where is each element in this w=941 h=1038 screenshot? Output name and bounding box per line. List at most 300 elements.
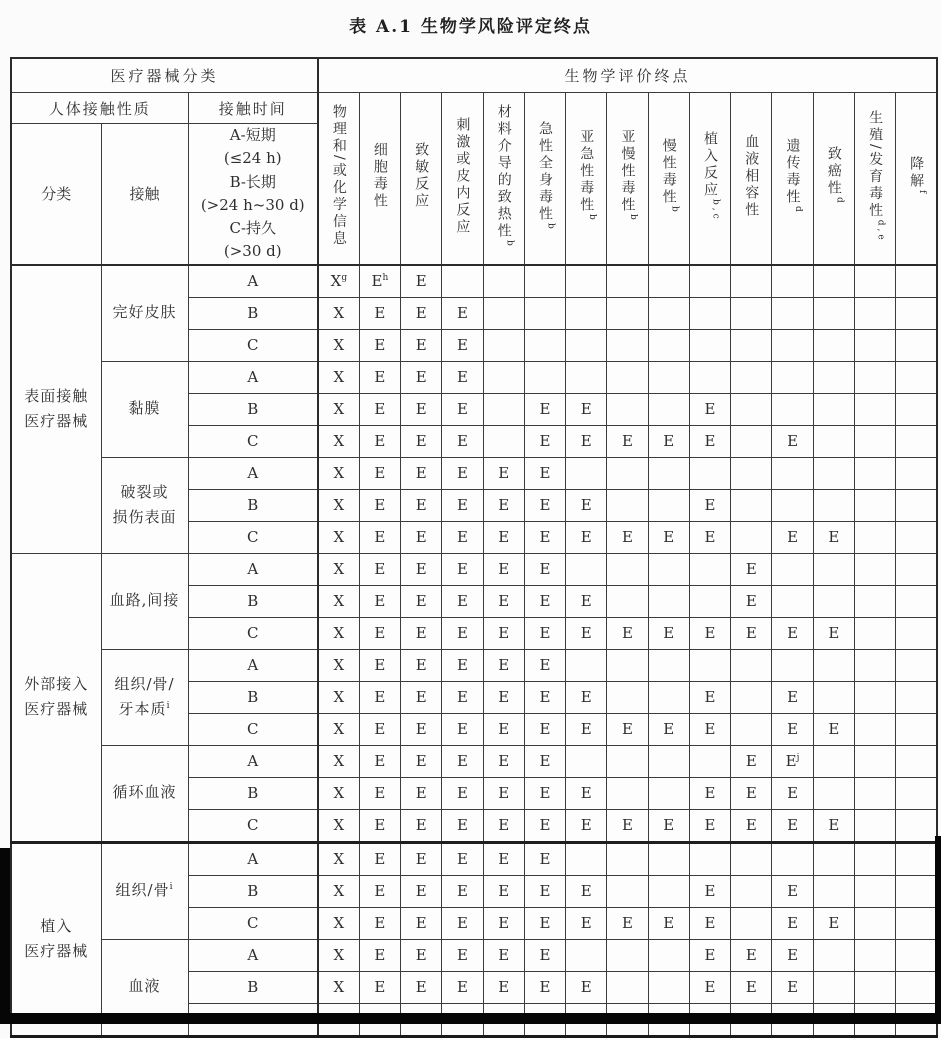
matrix-cell: E — [401, 393, 442, 425]
matrix-cell — [607, 875, 648, 907]
matrix-cell: E — [359, 297, 400, 329]
matrix-cell — [854, 971, 895, 1003]
matrix-cell: E — [483, 457, 524, 489]
matrix-cell: E — [401, 265, 442, 298]
matrix-cell — [483, 361, 524, 393]
contact-duration-cell: C — [188, 809, 318, 842]
matrix-cell: E — [401, 745, 442, 777]
matrix-cell: E — [442, 745, 483, 777]
matrix-cell: E — [772, 617, 813, 649]
contact-header: 接触 — [101, 124, 188, 265]
matrix-cell: E — [689, 681, 730, 713]
table-row — [11, 649, 937, 681]
matrix-cell: E — [359, 971, 400, 1003]
matrix-cell: E — [483, 842, 524, 875]
matrix-cell: E — [524, 681, 565, 713]
matrix-cell — [524, 297, 565, 329]
matrix-cell — [607, 329, 648, 361]
matrix-cell: E — [401, 553, 442, 585]
matrix-cell: E — [731, 939, 772, 971]
scan-artifact-right-bar — [935, 836, 941, 1013]
matrix-cell — [854, 329, 895, 361]
matrix-cell — [854, 713, 895, 745]
matrix-cell: X — [318, 907, 359, 939]
matrix-cell: E — [566, 425, 607, 457]
matrix-cell: E — [566, 777, 607, 809]
matrix-cell — [607, 457, 648, 489]
matrix-cell: E — [401, 361, 442, 393]
contact-duration-cell: A — [188, 842, 318, 875]
matrix-cell — [607, 777, 648, 809]
contact-nature-header: 人体接触性质 — [11, 93, 188, 124]
matrix-cell: E — [483, 777, 524, 809]
matrix-cell: E — [401, 907, 442, 939]
matrix-cell — [896, 713, 937, 745]
matrix-cell — [772, 489, 813, 521]
contact-type-label: 血液 — [101, 939, 188, 1036]
endpoint-column-header: 物理和/或化学信息 — [318, 93, 359, 265]
matrix-cell: E — [689, 971, 730, 1003]
matrix-cell — [648, 329, 689, 361]
matrix-cell: E — [731, 809, 772, 842]
matrix-cell: E — [772, 425, 813, 457]
contact-type-label: 血路,间接 — [101, 553, 188, 649]
matrix-cell: X — [318, 361, 359, 393]
matrix-cell: E — [442, 777, 483, 809]
matrix-cell — [854, 809, 895, 842]
matrix-cell: X — [318, 393, 359, 425]
risk-table-body — [11, 58, 937, 1036]
matrix-cell — [772, 457, 813, 489]
matrix-cell: X — [318, 939, 359, 971]
matrix-cell — [731, 361, 772, 393]
matrix-cell — [731, 393, 772, 425]
scan-artifact-bottom-bar — [0, 1013, 941, 1024]
matrix-cell — [813, 745, 854, 777]
matrix-cell — [731, 875, 772, 907]
matrix-cell — [854, 649, 895, 681]
matrix-cell: X — [318, 875, 359, 907]
matrix-cell: E — [359, 649, 400, 681]
matrix-cell: E — [442, 681, 483, 713]
endpoint-column-header: 刺激或皮内反应 — [442, 93, 483, 265]
matrix-cell: E — [483, 681, 524, 713]
matrix-cell — [854, 393, 895, 425]
matrix-cell — [854, 907, 895, 939]
matrix-cell: E — [401, 297, 442, 329]
matrix-cell — [648, 297, 689, 329]
matrix-cell: E — [442, 809, 483, 842]
matrix-cell: E — [401, 489, 442, 521]
matrix-cell: E — [442, 553, 483, 585]
device-category-header: 医疗器械分类 — [11, 58, 318, 93]
matrix-cell — [607, 489, 648, 521]
matrix-cell: E — [648, 907, 689, 939]
matrix-cell — [854, 617, 895, 649]
matrix-cell: E — [524, 649, 565, 681]
matrix-cell: X — [318, 489, 359, 521]
matrix-cell: E — [401, 681, 442, 713]
scan-artifact-left-bar — [0, 848, 10, 1024]
matrix-cell: E — [442, 329, 483, 361]
matrix-cell: E — [442, 585, 483, 617]
table-row — [11, 939, 937, 971]
contact-duration-cell: B — [188, 489, 318, 521]
matrix-cell — [648, 393, 689, 425]
table-row — [11, 745, 937, 777]
matrix-cell: E — [401, 713, 442, 745]
matrix-cell — [566, 745, 607, 777]
matrix-cell — [896, 907, 937, 939]
contact-duration-cell: C — [188, 329, 318, 361]
matrix-cell: E — [359, 425, 400, 457]
matrix-cell: E — [731, 971, 772, 1003]
matrix-cell: E — [483, 585, 524, 617]
matrix-cell — [813, 553, 854, 585]
matrix-cell — [813, 681, 854, 713]
matrix-cell — [731, 489, 772, 521]
matrix-cell — [648, 489, 689, 521]
matrix-cell — [813, 971, 854, 1003]
endpoint-column-header: 血液相容性 — [731, 93, 772, 265]
matrix-cell: E — [359, 393, 400, 425]
matrix-cell: E — [359, 745, 400, 777]
matrix-cell: E — [483, 617, 524, 649]
matrix-cell — [566, 842, 607, 875]
matrix-cell: X — [318, 553, 359, 585]
matrix-cell: X — [318, 842, 359, 875]
matrix-cell — [566, 553, 607, 585]
matrix-cell: E — [359, 681, 400, 713]
matrix-cell: E — [566, 521, 607, 553]
matrix-cell: E — [401, 649, 442, 681]
matrix-cell: E — [813, 907, 854, 939]
matrix-cell: E — [442, 393, 483, 425]
matrix-cell: X — [318, 585, 359, 617]
matrix-cell — [648, 745, 689, 777]
endpoint-column-header: 急性全身毒性$^b$ — [524, 93, 565, 265]
matrix-cell: E — [401, 457, 442, 489]
matrix-cell: E — [689, 617, 730, 649]
matrix-cell — [566, 297, 607, 329]
matrix-cell: X — [318, 681, 359, 713]
matrix-cell: E — [359, 553, 400, 585]
matrix-cell: X — [318, 457, 359, 489]
matrix-cell: $E^h$ — [359, 265, 400, 298]
endpoint-column-header: 生殖/发育毒性$^{d,e}$ — [854, 93, 895, 265]
matrix-cell — [566, 265, 607, 298]
matrix-cell: E — [359, 361, 400, 393]
matrix-cell: E — [772, 907, 813, 939]
contact-duration-cell: A — [188, 939, 318, 971]
matrix-cell — [648, 875, 689, 907]
matrix-cell: E — [524, 393, 565, 425]
endpoint-column-header: 致敏反应 — [401, 93, 442, 265]
matrix-cell — [689, 649, 730, 681]
matrix-cell — [731, 457, 772, 489]
matrix-cell — [483, 265, 524, 298]
matrix-cell: E — [648, 713, 689, 745]
matrix-cell — [731, 425, 772, 457]
matrix-cell — [689, 265, 730, 298]
matrix-cell — [483, 297, 524, 329]
matrix-cell — [607, 842, 648, 875]
matrix-cell: E — [483, 809, 524, 842]
contact-type-label: 完好皮肤 — [101, 265, 188, 362]
contact-type-label: 黏膜 — [101, 361, 188, 457]
matrix-cell — [896, 585, 937, 617]
matrix-cell — [813, 393, 854, 425]
matrix-cell — [813, 842, 854, 875]
matrix-cell: E — [524, 713, 565, 745]
contact-duration-cell: A — [188, 265, 318, 298]
matrix-cell: X — [318, 809, 359, 842]
matrix-cell: E — [442, 457, 483, 489]
matrix-cell: E — [524, 842, 565, 875]
matrix-cell: E — [689, 875, 730, 907]
matrix-cell: E — [607, 521, 648, 553]
matrix-cell: E — [483, 649, 524, 681]
matrix-cell — [524, 329, 565, 361]
endpoint-column-header: 遗传毒性$^d$ — [772, 93, 813, 265]
matrix-cell — [813, 265, 854, 298]
contact-type-label: 组织/骨/ 牙本质$^i$ — [101, 649, 188, 745]
matrix-cell: E — [689, 809, 730, 842]
matrix-cell: E — [483, 745, 524, 777]
matrix-cell — [648, 939, 689, 971]
matrix-cell: X — [318, 713, 359, 745]
matrix-cell: $E^j$ — [772, 745, 813, 777]
matrix-cell: E — [359, 907, 400, 939]
matrix-cell: E — [731, 777, 772, 809]
matrix-cell — [689, 457, 730, 489]
matrix-cell — [731, 713, 772, 745]
matrix-cell — [813, 425, 854, 457]
matrix-cell: E — [442, 425, 483, 457]
contact-type-label: 循环血液 — [101, 745, 188, 842]
matrix-cell: E — [731, 553, 772, 585]
matrix-cell — [854, 425, 895, 457]
matrix-cell: E — [524, 971, 565, 1003]
matrix-cell — [813, 361, 854, 393]
matrix-cell — [772, 649, 813, 681]
matrix-cell: E — [442, 907, 483, 939]
matrix-cell: E — [401, 329, 442, 361]
matrix-cell — [648, 842, 689, 875]
matrix-cell: E — [359, 809, 400, 842]
endpoint-column-header: 慢性毒性$^b$ — [648, 93, 689, 265]
matrix-cell — [607, 681, 648, 713]
matrix-cell — [483, 425, 524, 457]
matrix-cell: E — [689, 425, 730, 457]
matrix-cell — [896, 553, 937, 585]
matrix-cell — [854, 489, 895, 521]
matrix-cell: E — [359, 489, 400, 521]
matrix-cell — [648, 361, 689, 393]
matrix-cell — [854, 553, 895, 585]
matrix-cell — [607, 297, 648, 329]
matrix-cell: E — [401, 425, 442, 457]
matrix-cell — [772, 553, 813, 585]
matrix-cell: X — [318, 521, 359, 553]
matrix-cell — [524, 361, 565, 393]
matrix-cell: E — [566, 713, 607, 745]
endpoint-column-header: 植入反应$^{b,c}$ — [689, 93, 730, 265]
header-row-2 — [11, 93, 937, 124]
risk-table — [10, 57, 938, 1038]
matrix-cell — [731, 907, 772, 939]
matrix-cell: E — [689, 489, 730, 521]
matrix-cell — [566, 329, 607, 361]
matrix-cell — [896, 361, 937, 393]
matrix-cell — [896, 939, 937, 971]
contact-duration-cell: C — [188, 907, 318, 939]
matrix-cell — [689, 842, 730, 875]
matrix-cell — [731, 297, 772, 329]
matrix-cell: E — [524, 457, 565, 489]
matrix-cell — [896, 489, 937, 521]
endpoint-column-header: 致癌性$^d$ — [813, 93, 854, 265]
matrix-cell: E — [442, 297, 483, 329]
endpoint-column-header: 材料介导的致热性$^b$ — [483, 93, 524, 265]
matrix-cell — [566, 939, 607, 971]
matrix-cell: E — [524, 907, 565, 939]
matrix-cell: E — [524, 617, 565, 649]
matrix-cell: E — [359, 939, 400, 971]
contact-duration-cell: A — [188, 361, 318, 393]
matrix-cell: E — [483, 907, 524, 939]
matrix-cell: E — [442, 617, 483, 649]
matrix-cell — [607, 361, 648, 393]
matrix-cell — [854, 297, 895, 329]
matrix-cell — [731, 649, 772, 681]
endpoint-column-header: 降解$^f$ — [896, 93, 937, 265]
matrix-cell — [896, 521, 937, 553]
matrix-cell — [524, 265, 565, 298]
matrix-cell: E — [359, 585, 400, 617]
matrix-cell — [896, 457, 937, 489]
matrix-cell — [648, 265, 689, 298]
matrix-cell — [896, 393, 937, 425]
matrix-cell: E — [442, 842, 483, 875]
matrix-cell: E — [689, 777, 730, 809]
matrix-cell — [854, 875, 895, 907]
matrix-cell: E — [442, 489, 483, 521]
matrix-cell — [772, 585, 813, 617]
contact-time-legend: A-短期 (≤24 h) B-长期 (>24 h~30 d) C-持久 (>30 d) — [188, 124, 318, 265]
matrix-cell — [648, 777, 689, 809]
matrix-cell — [689, 585, 730, 617]
endpoint-column-header: 细胞毒性 — [359, 93, 400, 265]
matrix-cell: E — [401, 777, 442, 809]
matrix-cell: E — [772, 939, 813, 971]
matrix-cell — [896, 649, 937, 681]
matrix-cell — [854, 585, 895, 617]
matrix-cell: E — [772, 681, 813, 713]
device-group-label: 植入 医疗器械 — [11, 842, 101, 1036]
contact-type-label: 破裂或 损伤表面 — [101, 457, 188, 553]
contact-duration-cell: A — [188, 553, 318, 585]
matrix-cell: E — [813, 713, 854, 745]
matrix-cell: X — [318, 617, 359, 649]
matrix-cell: E — [483, 971, 524, 1003]
matrix-cell: E — [813, 617, 854, 649]
matrix-cell — [854, 939, 895, 971]
contact-duration-cell: C — [188, 425, 318, 457]
contact-duration-cell: C — [188, 713, 318, 745]
matrix-cell — [854, 681, 895, 713]
matrix-cell: X — [318, 777, 359, 809]
matrix-cell: E — [689, 939, 730, 971]
matrix-cell: E — [483, 553, 524, 585]
contact-duration-cell: B — [188, 585, 318, 617]
device-group-label: 外部接入 医疗器械 — [11, 553, 101, 842]
matrix-cell — [689, 297, 730, 329]
contact-duration-cell: B — [188, 393, 318, 425]
matrix-cell: E — [401, 842, 442, 875]
matrix-cell — [813, 875, 854, 907]
matrix-cell: E — [566, 617, 607, 649]
matrix-cell: E — [648, 521, 689, 553]
matrix-cell — [813, 777, 854, 809]
matrix-cell — [813, 649, 854, 681]
matrix-cell — [772, 361, 813, 393]
matrix-cell: E — [813, 521, 854, 553]
matrix-cell — [607, 553, 648, 585]
device-group-label: 表面接触 医疗器械 — [11, 265, 101, 554]
matrix-cell: E — [566, 971, 607, 1003]
matrix-cell — [854, 777, 895, 809]
matrix-cell: E — [731, 745, 772, 777]
endpoint-column-header: 亚急性毒性$^b$ — [566, 93, 607, 265]
matrix-cell — [854, 842, 895, 875]
matrix-cell — [483, 393, 524, 425]
matrix-cell — [896, 777, 937, 809]
matrix-cell: E — [524, 777, 565, 809]
matrix-cell: E — [524, 939, 565, 971]
matrix-cell — [772, 265, 813, 298]
matrix-cell: E — [483, 489, 524, 521]
matrix-cell — [648, 457, 689, 489]
endpoint-column-header: 亚慢性毒性$^b$ — [607, 93, 648, 265]
matrix-cell: E — [689, 713, 730, 745]
matrix-cell — [854, 521, 895, 553]
table-row — [11, 457, 937, 489]
matrix-cell — [896, 875, 937, 907]
matrix-cell — [731, 265, 772, 298]
matrix-cell — [566, 457, 607, 489]
matrix-cell: E — [524, 425, 565, 457]
matrix-cell — [896, 265, 937, 298]
matrix-cell: E — [524, 489, 565, 521]
matrix-cell: E — [813, 809, 854, 842]
bio-endpoint-header: 生物学评价终点 — [318, 58, 937, 93]
matrix-cell — [854, 745, 895, 777]
matrix-cell — [648, 681, 689, 713]
matrix-cell: E — [483, 875, 524, 907]
matrix-cell — [813, 297, 854, 329]
matrix-cell — [896, 617, 937, 649]
matrix-cell: E — [359, 842, 400, 875]
matrix-cell — [731, 521, 772, 553]
matrix-cell — [689, 361, 730, 393]
matrix-cell: E — [524, 553, 565, 585]
matrix-cell: E — [731, 585, 772, 617]
matrix-cell: E — [359, 777, 400, 809]
matrix-cell: E — [401, 585, 442, 617]
matrix-cell — [607, 745, 648, 777]
matrix-cell: X — [318, 649, 359, 681]
